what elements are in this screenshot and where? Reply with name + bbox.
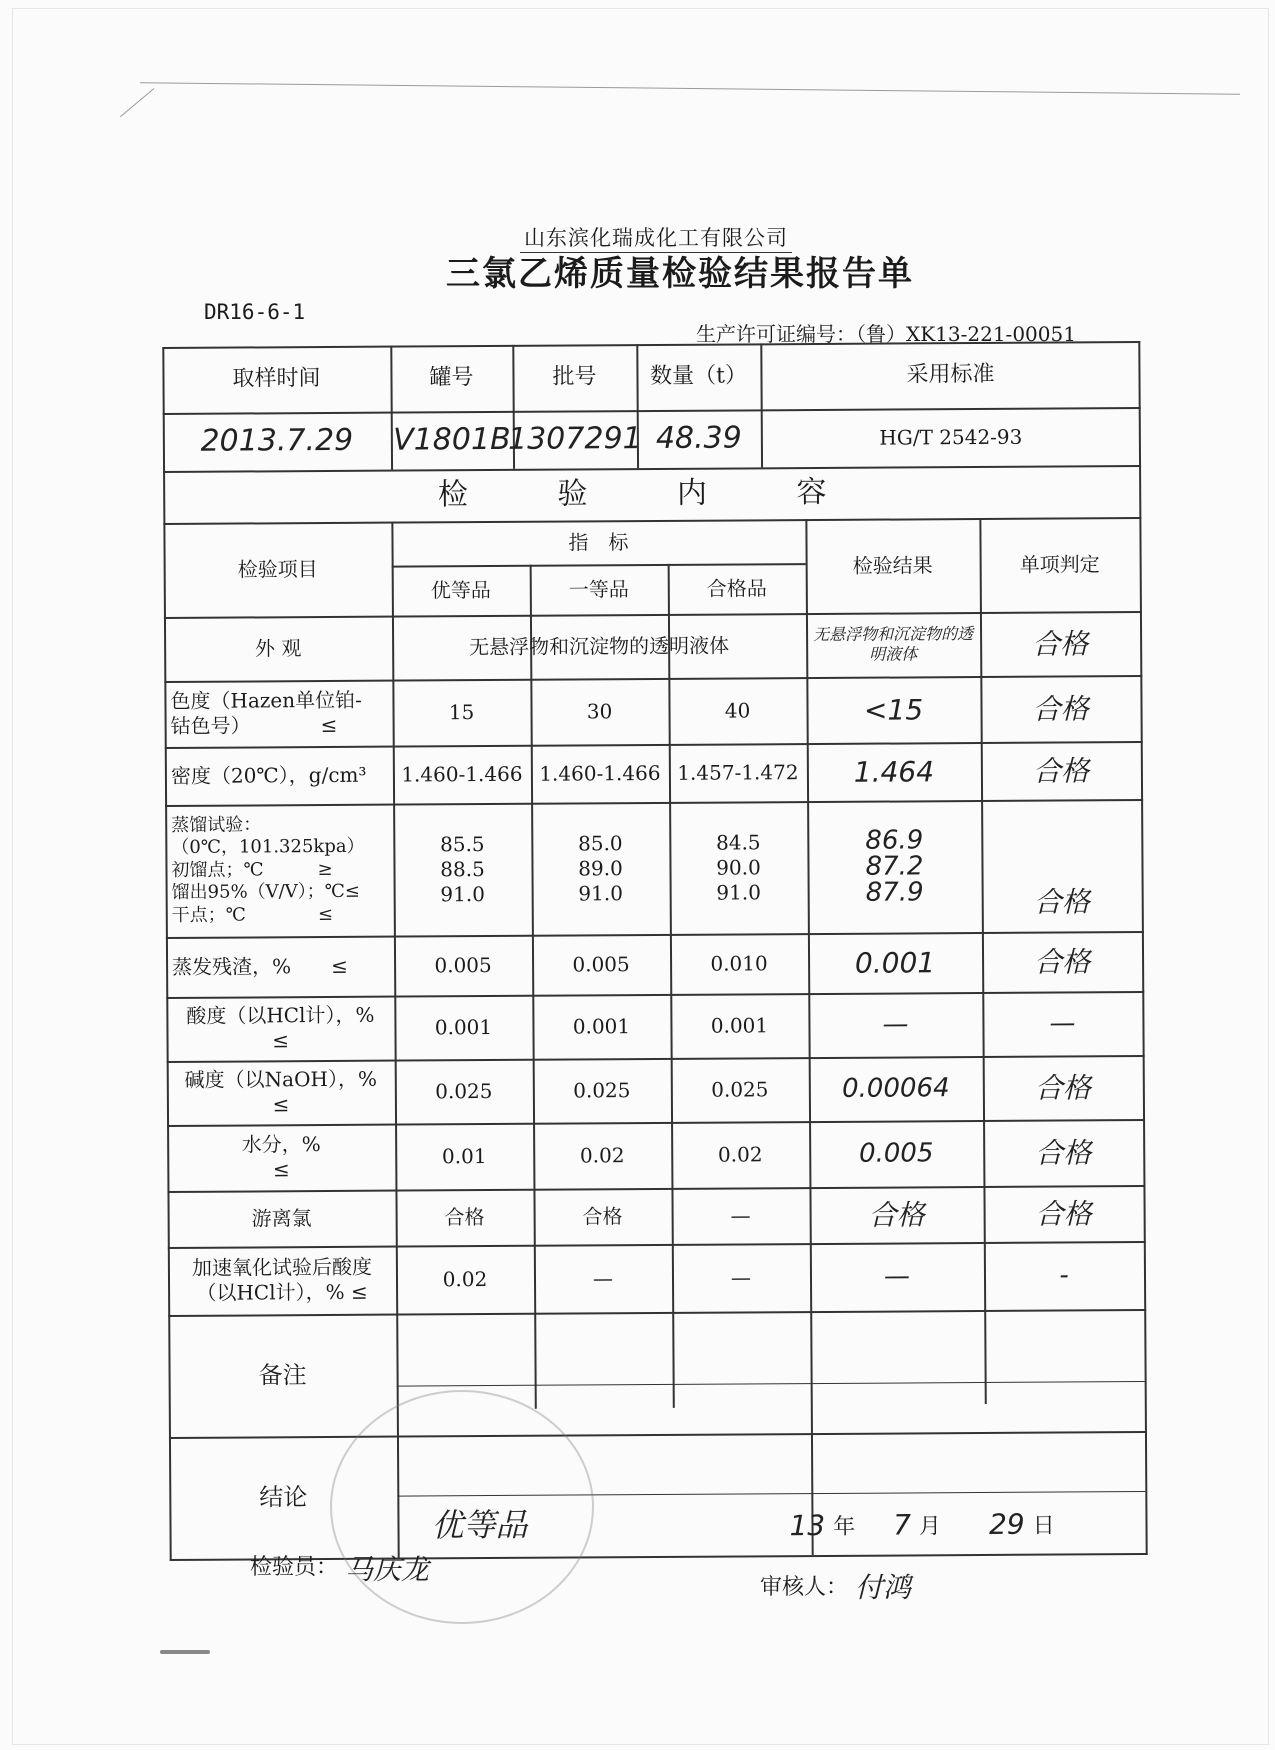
reviewer-signature: 付鸿 bbox=[855, 1571, 912, 1604]
header-quantity: 数量（t） bbox=[649, 363, 747, 390]
row-oxidation-judge: - bbox=[1059, 1260, 1069, 1291]
row-alkalinity-qualified: 0.025 bbox=[711, 1076, 769, 1102]
row-density-result: 1.464 bbox=[853, 754, 935, 789]
company-name: 山东滨化瑞成化工有限公司 bbox=[520, 222, 792, 253]
row-chlorine-first: 合格 bbox=[582, 1203, 623, 1228]
row-color-item-line1: 色度（Hazen单位铂- bbox=[170, 687, 362, 713]
row-residue-first: 0.005 bbox=[572, 951, 630, 977]
header-grade-qualified: 合格品 bbox=[706, 575, 767, 601]
row-distillation-judge: 合格 bbox=[1033, 885, 1090, 919]
row-water-first: 0.02 bbox=[579, 1142, 625, 1167]
row-color-first: 30 bbox=[586, 698, 613, 723]
header-item: 检验项目 bbox=[237, 556, 318, 582]
date-line bbox=[789, 1501, 1089, 1547]
row-acidity-line2: ≤ bbox=[272, 1028, 289, 1053]
row-residue-qualified: 0.010 bbox=[710, 950, 768, 976]
row-acidity-item bbox=[166, 996, 394, 1061]
remarks-label: 备注 bbox=[258, 1361, 307, 1390]
row-distillation-line4: 馏出95%（V/V）；℃≤ bbox=[171, 881, 360, 904]
header-tank-no: 罐号 bbox=[429, 365, 474, 391]
reviewer-label: 审核人： bbox=[760, 1575, 849, 1600]
date-day: 29 bbox=[988, 1507, 1025, 1541]
header-index: 指 标 bbox=[568, 529, 629, 555]
row-alkalinity-first: 0.025 bbox=[573, 1077, 631, 1103]
row-oxidation-item bbox=[168, 1246, 396, 1315]
row-distillation-result: 86.9 87.2 87.9 bbox=[865, 825, 924, 908]
row-acidity-first: 0.001 bbox=[572, 1013, 631, 1039]
row-water-item bbox=[167, 1124, 395, 1191]
batch-no-value: 1307291 bbox=[507, 421, 642, 458]
row-alkalinity-premium: 0.025 bbox=[435, 1078, 493, 1103]
row-water-line2: ≤ bbox=[272, 1157, 290, 1182]
row-density-premium: 1.460-1.466 bbox=[401, 761, 523, 787]
inspector-label: 检验员： bbox=[250, 1555, 339, 1580]
doc-code: DR16-6-1 bbox=[204, 300, 306, 324]
row-water-qualified: 0.02 bbox=[717, 1141, 763, 1167]
row-alkalinity-judge: 合格 bbox=[1034, 1070, 1091, 1105]
inspection-table bbox=[162, 341, 1147, 1561]
scan-smudge bbox=[160, 1650, 210, 1654]
row-chlorine-premium: 合格 bbox=[444, 1204, 485, 1229]
row-color-judge: 合格 bbox=[1032, 691, 1089, 726]
row-acidity-qualified: 0.001 bbox=[710, 1012, 769, 1038]
row-density-qualified: 1.457-1.472 bbox=[677, 759, 799, 785]
row-appearance-item: 外 观 bbox=[254, 635, 302, 660]
sampling-time-value: 2013.7.29 bbox=[200, 423, 354, 460]
row-acidity-result: — bbox=[882, 1009, 909, 1040]
row-oxidation-qualified: — bbox=[730, 1264, 752, 1290]
row-residue-result: 0.001 bbox=[854, 945, 936, 980]
header-judgement: 单项判定 bbox=[1019, 551, 1100, 577]
standard-value: HG/T 2542-93 bbox=[879, 424, 1023, 450]
row-color-qualified: 40 bbox=[724, 697, 751, 723]
date-day-unit: 日 bbox=[1032, 1513, 1055, 1539]
row-color-item bbox=[164, 680, 392, 747]
license-number: 生产许可证编号：（鲁）XK13-221-00051 bbox=[696, 322, 1076, 346]
conclusion-value: 优等品 bbox=[431, 1505, 528, 1545]
tank-no-value: V1801B bbox=[393, 422, 511, 458]
faded-stamp bbox=[330, 1390, 594, 1624]
row-water-result: 0.005 bbox=[858, 1138, 934, 1169]
conclusion-label: 结论 bbox=[259, 1483, 308, 1512]
row-appearance-result: 无悬浮物和沉淀物的透明液体 bbox=[812, 624, 974, 664]
header-grade-premium: 优等品 bbox=[430, 577, 491, 602]
header-grade-first: 一等品 bbox=[568, 576, 629, 602]
row-oxidation-premium: 0.02 bbox=[442, 1266, 488, 1291]
row-oxidation-first: — bbox=[592, 1265, 614, 1290]
row-residue-premium: 0.005 bbox=[434, 952, 492, 977]
row-alkalinity-line2: ≤ bbox=[272, 1092, 290, 1117]
date-year-unit: 年 bbox=[833, 1514, 856, 1540]
row-distillation-line1: 蒸馏试验： bbox=[171, 814, 262, 836]
row-density-judge: 合格 bbox=[1032, 753, 1090, 788]
date-month-unit: 月 bbox=[918, 1513, 942, 1539]
row-acidity-premium: 0.001 bbox=[434, 1014, 493, 1039]
row-alkalinity-line1: 碱度（以NaOH），% bbox=[184, 1066, 377, 1092]
row-distillation-first: 85.0 89.0 91.0 bbox=[577, 830, 623, 905]
row-density-first: 1.460-1.466 bbox=[539, 760, 661, 786]
row-acidity-judge: — bbox=[1049, 1008, 1076, 1039]
date-month: 7 bbox=[893, 1507, 912, 1542]
row-alkalinity-item bbox=[167, 1060, 395, 1125]
row-appearance-index: 无悬浮物和沉淀物的透明液体 bbox=[469, 633, 730, 659]
row-water-premium: 0.01 bbox=[441, 1143, 487, 1168]
row-oxidation-line2: （以HCl计），% ≤ bbox=[196, 1279, 368, 1305]
inspector-signature: 马庆龙 bbox=[345, 1553, 430, 1586]
row-distillation-line5: 干点；℃ ≤ bbox=[171, 903, 334, 926]
row-appearance-judge: 合格 bbox=[1032, 626, 1089, 661]
row-distillation-premium: 85.5 88.5 91.0 bbox=[440, 831, 485, 906]
header-sampling-time: 取样时间 bbox=[232, 366, 321, 392]
row-chlorine-qualified: — bbox=[730, 1202, 751, 1228]
row-water-line1: 水分，% bbox=[241, 1132, 321, 1157]
row-residue-item: 蒸发残渣，% ≤ bbox=[172, 953, 348, 979]
row-color-result: <15 bbox=[863, 692, 924, 727]
date-year: 13 bbox=[789, 1508, 826, 1542]
row-distillation-line2: （0℃，101.325kpa） bbox=[171, 836, 365, 859]
row-residue-judge: 合格 bbox=[1033, 944, 1091, 979]
report-title: 三氯乙烯质量检验结果报告单 bbox=[446, 254, 914, 294]
row-distillation-item bbox=[165, 804, 394, 937]
row-distillation-qualified: 84.5 90.0 91.0 bbox=[715, 829, 761, 905]
header-batch-no: 批号 bbox=[552, 364, 597, 390]
quantity-value: 48.39 bbox=[655, 420, 742, 457]
header-standard: 采用标准 bbox=[906, 362, 995, 388]
row-chlorine-result: 合格 bbox=[868, 1197, 925, 1232]
section-title: 检 验 内 容 bbox=[437, 474, 867, 513]
row-alkalinity-result: 0.00064 bbox=[841, 1072, 950, 1104]
header-result: 检验结果 bbox=[852, 552, 933, 578]
row-color-premium: 15 bbox=[448, 699, 475, 724]
row-oxidation-line1: 加速氧化试验后酸度 bbox=[191, 1254, 372, 1280]
row-chlorine-item: 游离氯 bbox=[251, 1205, 312, 1230]
row-color-item-line2: 钴色号） ≤ bbox=[170, 712, 338, 738]
row-chlorine-judge: 合格 bbox=[1035, 1196, 1092, 1231]
row-water-judge: 合格 bbox=[1035, 1135, 1092, 1170]
row-oxidation-result: — bbox=[883, 1261, 911, 1292]
row-density-item: 密度（20℃），g/cm³ bbox=[170, 762, 367, 788]
row-distillation-line3: 初馏点；℃ ≥ bbox=[171, 858, 333, 881]
row-acidity-line1: 酸度（以HCl计），% bbox=[186, 1002, 375, 1028]
